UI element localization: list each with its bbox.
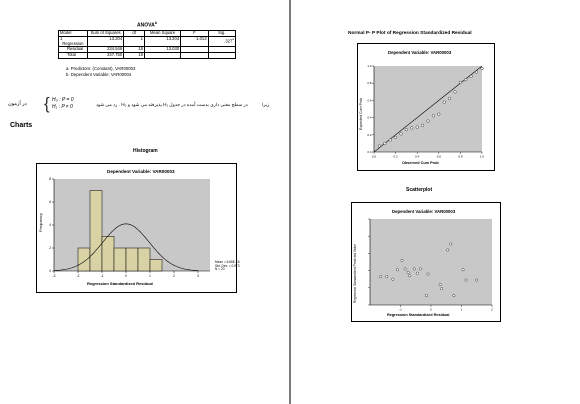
histogram-bar (102, 237, 114, 272)
pp-point (454, 91, 457, 94)
histogram-bar (90, 191, 102, 272)
scatter-subtitle: Dependent Variable: VAR00003 (392, 209, 456, 214)
scatter-ylabel: Regression Standardized Predicted Value (353, 244, 357, 303)
scatter-svg (352, 203, 500, 321)
pp-x-tick-label: 0.4 (415, 154, 420, 159)
histogram-stats: Mean = 6.66E-16 Std. Dev. = 0.973 N = 20 (215, 260, 240, 272)
scatter-point (439, 283, 441, 285)
pp-y-tick-label: 1.0 (367, 64, 372, 68)
scatter-point (404, 268, 406, 270)
scatter-x-tick-label: 1 (460, 307, 463, 312)
histogram-y-tick-label: 0 (49, 269, 51, 274)
pp-x-tick-label: 0.6 (436, 154, 441, 159)
histogram-bar (114, 248, 126, 271)
histogram-bar (78, 248, 90, 271)
scatter-point (476, 279, 478, 281)
histogram-x-tick-label: -1 (100, 274, 104, 278)
hypothesis-h1: H₁ : P ≠ 0 (52, 104, 73, 110)
scatter-x-tick-label: -1 (399, 307, 402, 312)
scatter-point (453, 294, 455, 296)
pp-y-tick-label: 0.0 (367, 150, 372, 154)
histogram-xlabel: Regression Standardized Residual (87, 281, 153, 286)
pp-point (389, 139, 392, 142)
histogram-bar (150, 260, 162, 272)
scatter-point (386, 275, 388, 277)
scatter-point (447, 249, 449, 251)
scatter-frame (351, 202, 501, 322)
anova-header-row: Model Sum of Squares df Mean Square F Sig. (59, 31, 236, 37)
histogram-x-tick-label: 3 (197, 274, 199, 278)
pp-point (432, 115, 435, 118)
pp-point (470, 75, 473, 78)
pp-point (394, 136, 397, 139)
pp-x-tick-label: 0.8 (458, 154, 463, 159)
histogram-x-tick-label: 2 (173, 274, 175, 278)
pp-point (411, 127, 414, 130)
pp-y-tick-label: 0.2 (367, 132, 372, 137)
pp-point (427, 120, 430, 123)
anova-note-b: b. Dependent Variable: VAR00004 (66, 72, 132, 77)
scatter-point (465, 279, 467, 281)
pp-point (438, 113, 441, 116)
pp-point (459, 81, 462, 84)
anova-note-a: a. Predictors: (Constant), VAR00003 (66, 66, 136, 71)
scatter-point (450, 243, 452, 245)
hypothesis-brace: { (44, 94, 50, 113)
pp-point (465, 78, 468, 81)
histogram-title: Histogram (133, 148, 158, 154)
scatter-point (401, 259, 403, 261)
histogram-x-tick-label: 1 (149, 274, 151, 278)
pp-plot-svg (358, 44, 494, 170)
scatter-point (425, 294, 427, 296)
hypothesis-sentence: رد می شود . H₀ پذیرفته می شود و H₁ در سطح معنی داری بدست آمده در جدول (96, 102, 248, 107)
anova-row-total: Total 247.750 19 (59, 53, 236, 59)
pp-point (481, 67, 484, 70)
pp-y-tick-label: 0.8 (367, 81, 372, 86)
histogram-y-tick-label: 8 (49, 177, 51, 182)
histogram-x-tick-label: 0 (125, 274, 127, 278)
scatter-point (407, 271, 409, 273)
anova-table (58, 30, 236, 59)
histogram-svg (37, 164, 236, 292)
scatter-point (408, 275, 410, 277)
pp-point (443, 101, 446, 104)
scatter-x-tick-label: 0 (430, 307, 432, 312)
scatter-xlabel: Regression Standardized Residual (387, 313, 450, 317)
scatter-point (392, 278, 394, 280)
pp-point (416, 126, 419, 129)
scatter-point (416, 272, 418, 274)
pp-plot-subtitle: Dependent Variable: VAR00003 (388, 50, 452, 55)
pp-x-tick-label: 0.2 (393, 154, 398, 159)
histogram-bar (138, 248, 150, 271)
scatter-point (440, 287, 442, 289)
histogram-y-tick-label: 4 (49, 223, 51, 228)
left-page (0, 0, 289, 404)
pp-point (384, 142, 387, 145)
histogram-frame (36, 163, 240, 293)
pp-point (405, 128, 408, 131)
scatter-point (462, 269, 464, 271)
pp-y-tick-label: 0.6 (367, 98, 372, 103)
histogram-ylabel: Frequency (38, 213, 43, 232)
histogram-y-tick-label: 6 (49, 200, 51, 205)
hypothesis-suffix: زیرا (262, 102, 270, 107)
scatter-point (379, 275, 381, 277)
pp-y-tick-label: 0.4 (367, 115, 372, 120)
histogram-bar (126, 248, 138, 271)
scatter-point (413, 268, 415, 270)
hypothesis-h0: H₀ : P = 0 (52, 97, 74, 103)
hypothesis-left-word: در آزمون (8, 101, 27, 107)
scatter-point (419, 268, 421, 270)
anova-row-regression: 1 Regression 13.204 1 13.204 1.013 .327$^a$ (60, 35, 234, 46)
anova-row-residual: Residual 234.546 18 13.030 (59, 47, 236, 53)
anova-title: ANOVA$^b$ (137, 21, 157, 29)
charts-heading: Charts (10, 122, 33, 129)
pp-point (421, 124, 424, 127)
pp-plot-title: Normal P- P Plot of Regression Standardized Residual (348, 31, 472, 36)
right-page (291, 0, 580, 404)
pp-point (448, 97, 451, 100)
pp-point (378, 145, 381, 148)
pp-point (400, 133, 403, 136)
pp-plot-ylabel: Expected Cum Prob (359, 97, 363, 130)
histogram-x-tick-label: -3 (52, 274, 56, 278)
scatter-point (396, 269, 398, 271)
pp-x-tick-label: 0.0 (371, 154, 377, 159)
histogram-x-tick-label: -2 (76, 274, 80, 278)
pp-x-tick-label: 1.0 (479, 154, 485, 159)
histogram-subtitle: Dependent Variable: VAR00003 (107, 169, 175, 174)
pp-plot-xlabel: Observed Cum Prob (402, 161, 439, 165)
scatter-x-tick-label: 2 (491, 307, 493, 312)
pp-point (475, 71, 478, 74)
pp-plot-frame (357, 43, 495, 171)
scatter-title: Scatterplot (406, 187, 433, 193)
scatter-point (427, 273, 429, 275)
histogram-y-tick-label: 2 (49, 246, 51, 251)
